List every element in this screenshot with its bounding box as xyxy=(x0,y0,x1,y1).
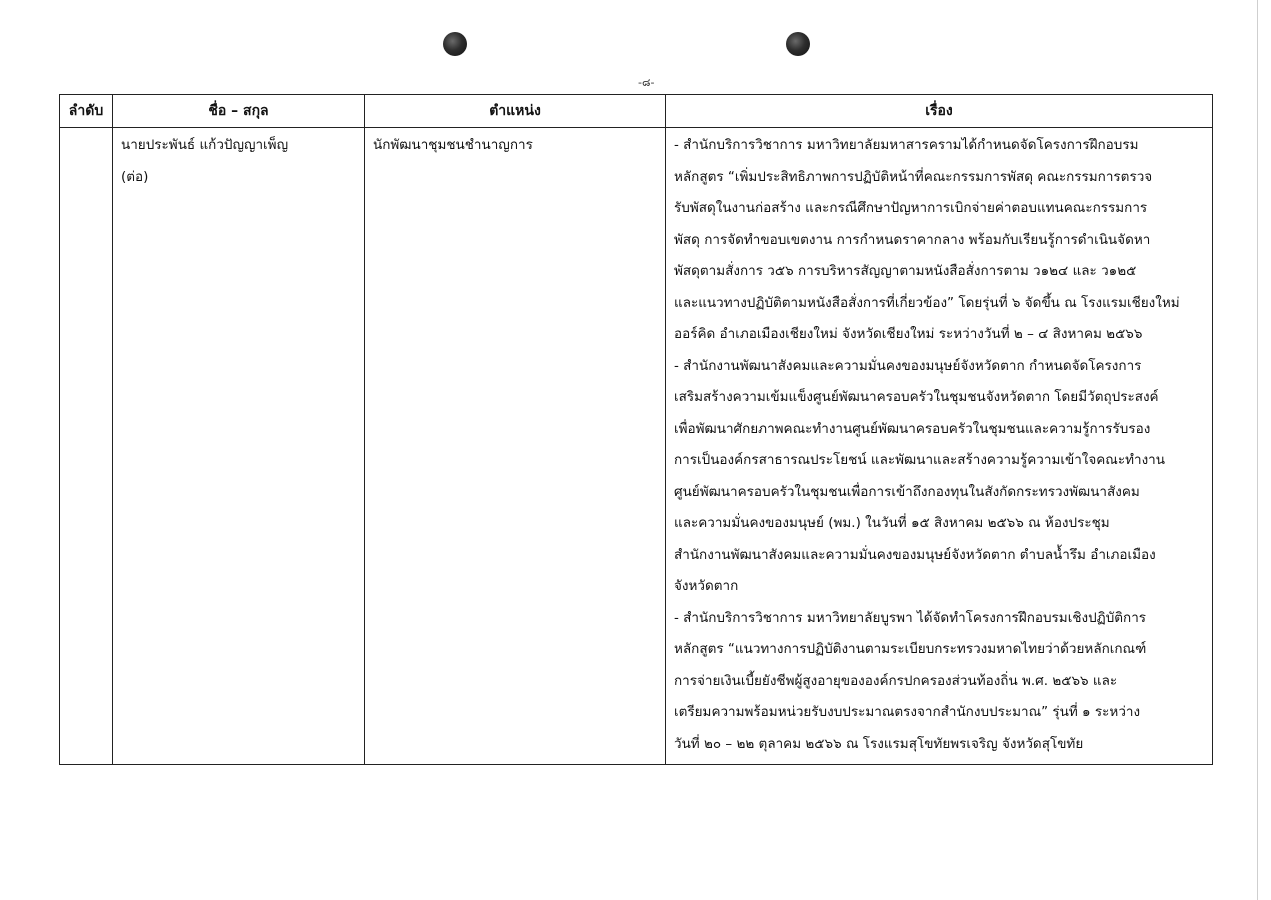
header-position: ตำแหน่ง xyxy=(365,95,666,128)
header-name: ชื่อ – สกุล xyxy=(113,95,365,128)
topic-line: การเป็นองค์กรสาธารณประโยชน์ และพัฒนาและสร้างความรู้ความเข้าใจคณะทำงาน xyxy=(674,452,1165,468)
topic-line: สำนักงานพัฒนาสังคมและความมั่นคงของมนุษย์จังหวัดตาก ตำบลน้ำรึม อำเภอเมือง xyxy=(674,546,1156,563)
name-continued: (ต่อ) xyxy=(121,168,149,185)
topic-line: จังหวัดตาก xyxy=(674,578,739,594)
topic-line: พัสดุ การจัดทำขอบเขตงาน การกำหนดราคากลาง พร้อมกับเรียนรู้การดำเนินจัดหา xyxy=(674,231,1151,248)
topic-line: ออร์คิด อำเภอเมืองเชียงใหม่ จังหวัดเชียงใหม่ ระหว่างวันที่ ๒ – ๔ สิงหาคม ๒๕๖๖ xyxy=(674,326,1143,342)
topic-text xyxy=(666,128,1212,760)
punch-hole-left xyxy=(443,32,467,56)
topic-line: หลักสูตร “แนวทางการปฏิบัติงานตามระเบียบกระทรวงมหาดไทยว่าด้วยหลักเกณฑ์ xyxy=(674,641,1147,657)
document-table xyxy=(59,94,1213,765)
topic-line: - สำนักบริการวิชาการ มหาวิทยาลัยมหาสารครามได้กำหนดจัดโครงการฝึกอบรม xyxy=(674,137,1139,153)
page-number: -๘- xyxy=(638,76,655,89)
cell-topic xyxy=(666,128,1213,765)
table-header-row xyxy=(60,95,1213,128)
name-text xyxy=(113,128,364,193)
topic-line: วันที่ ๒๐ – ๒๒ ตุลาคม ๒๕๖๖ ณ โรงแรมสุโขทัยพรเจริญ จังหวัดสุโขทัย xyxy=(674,735,1084,752)
topic-line: หลักสูตร “เพิ่มประสิทธิภาพการปฏิบัติหน้าที่คณะกรรมการพัสดุ คณะกรรมการตรวจ xyxy=(674,168,1153,185)
topic-line: - สำนักบริการวิชาการ มหาวิทยาลัยบูรพา ได้จัดทำโครงการฝึกอบรมเชิงปฏิบัติการ xyxy=(674,609,1147,626)
topic-line: รับพัสดุในงานก่อสร้าง และกรณีศึกษาปัญหาการเบิกจ่ายค่าตอบแทนคณะกรรมการ xyxy=(674,200,1148,216)
row-number xyxy=(60,128,112,130)
name-line: นายประพันธ์ แก้วปัญญาเพ็ญ xyxy=(121,137,289,153)
header-no: ลำดับ xyxy=(60,95,113,128)
cell-no xyxy=(60,128,113,765)
topic-line: และความมั่นคงของมนุษย์ (พม.) ในวันที่ ๑๕ สิงหาคม ๒๕๖๖ ณ ห้องประชุม xyxy=(674,515,1110,531)
header-topic: เรื่อง xyxy=(666,95,1213,128)
topic-line: เพื่อพัฒนาศักยภาพคณะทำงานศูนย์พัฒนาครอบครัวในชุมชนและความรู้การรับรอง xyxy=(674,420,1151,437)
position-text: นักพัฒนาชุมชนชำนาญการ xyxy=(373,137,533,153)
topic-line: และแนวทางปฏิบัติตามหนังสือสั่งการที่เกี่ยวข้อง” โดยรุ่นที่ ๖ จัดขึ้น ณ โรงแรมเชียงใหม่ xyxy=(674,294,1180,311)
cell-position xyxy=(365,128,666,765)
topic-line: เตรียมความพร้อมหน่วยรับงบประมาณตรงจากสำนักงบประมาณ” รุ่นที่ ๑ ระหว่าง xyxy=(674,704,1141,720)
topic-line: ศูนย์พัฒนาครอบครัวในชุมชนเพื่อการเข้าถึงกองทุนในสังกัดกระทรวงพัฒนาสังคม xyxy=(674,483,1140,500)
table-row xyxy=(60,128,1213,765)
topic-line: การจ่ายเงินเบี้ยยังชีพผู้สูงอายุขององค์กรปกครองส่วนท้องถิ่น พ.ศ. ๒๕๖๖ และ xyxy=(674,672,1118,689)
cell-name xyxy=(113,128,365,765)
punch-hole-right xyxy=(786,32,810,56)
topic-line: พัสดุตามสั่งการ ว๕๖ การบริหารสัญญาตามหนังสือสั่งการตาม ว๑๒๔ และ ว๑๒๕ xyxy=(674,263,1137,279)
topic-line: เสริมสร้างความเข้มแข็งศูนย์พัฒนาครอบครัวในชุมชนจังหวัดตาก โดยมีวัตถุประสงค์ xyxy=(674,389,1159,405)
topic-line: - สำนักงานพัฒนาสังคมและความมั่นคงของมนุษย์จังหวัดตาก กำหนดจัดโครงการ xyxy=(674,357,1142,374)
